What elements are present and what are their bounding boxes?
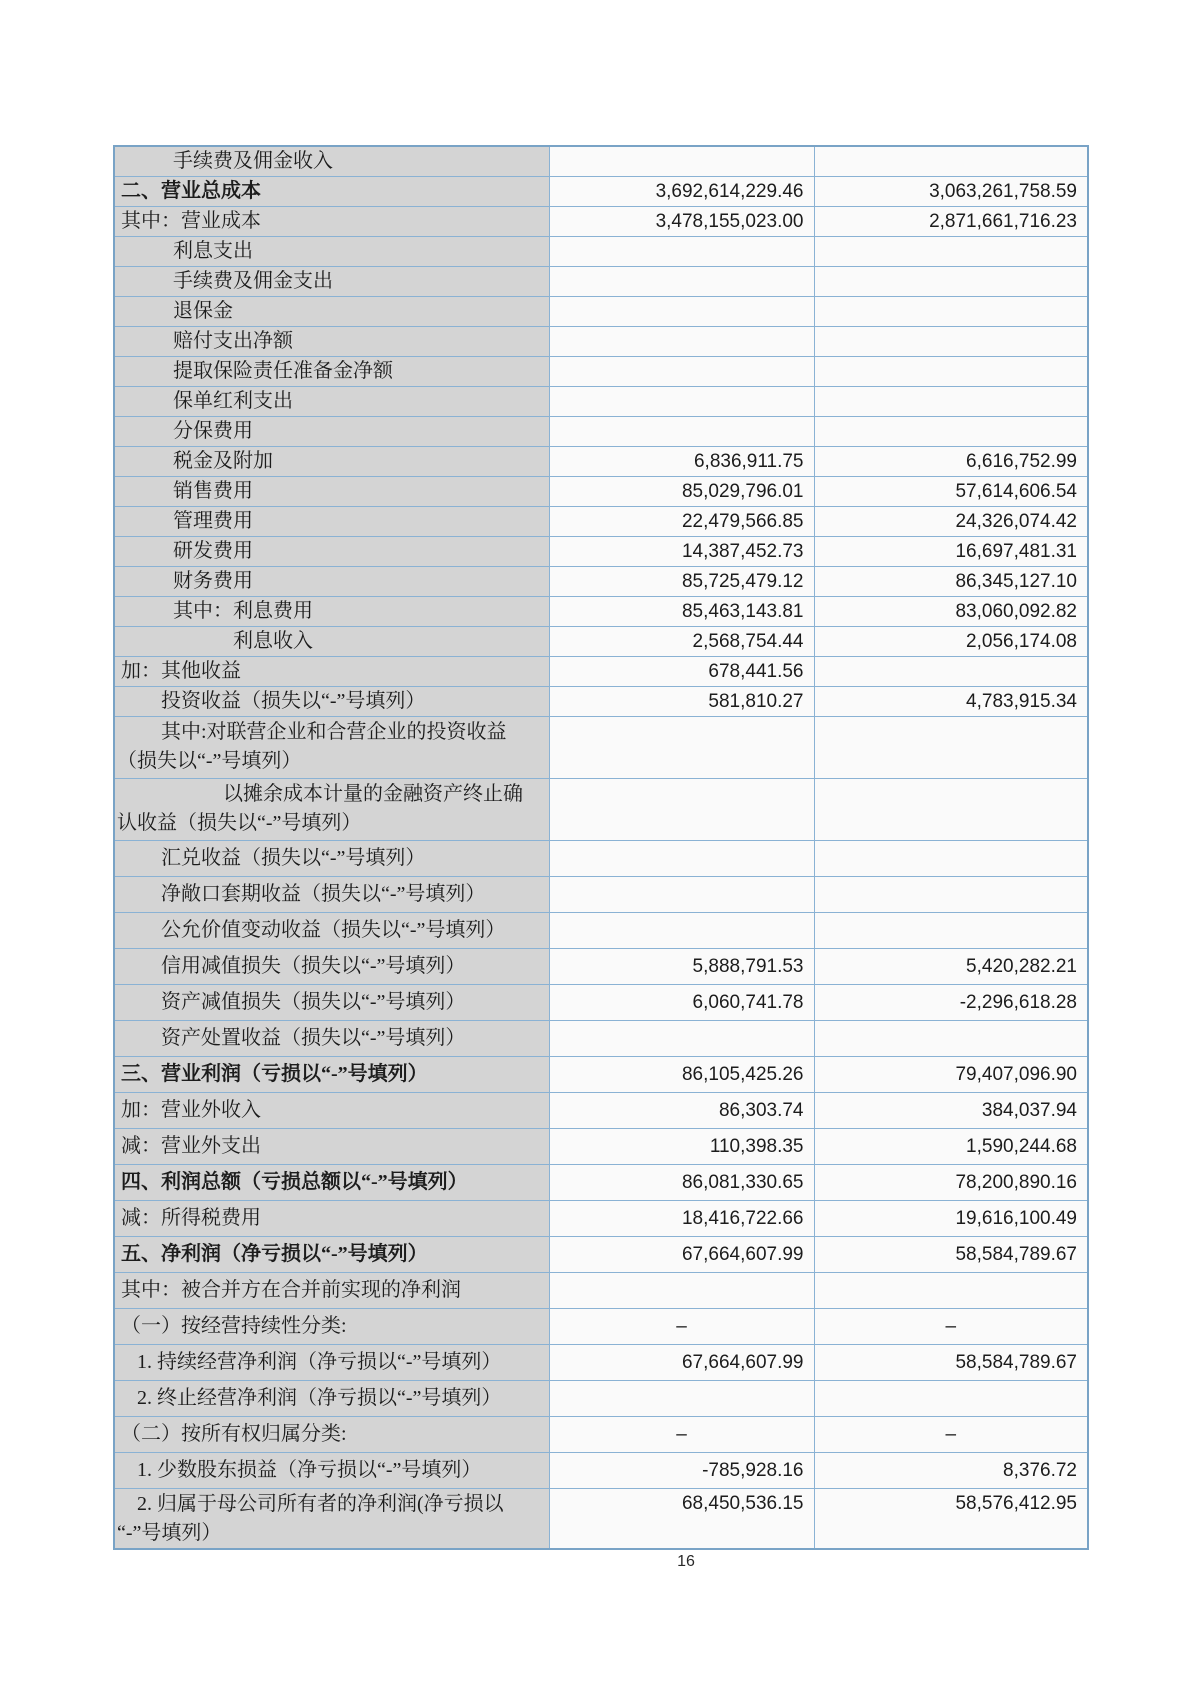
value-current: 14,387,452.73 xyxy=(549,537,814,567)
value-prior xyxy=(814,841,1088,877)
value-prior: – xyxy=(814,1417,1088,1453)
table-row xyxy=(114,267,1088,297)
value-current xyxy=(549,913,814,949)
value-prior xyxy=(814,357,1088,387)
value-prior: 16,697,481.31 xyxy=(814,537,1088,567)
row-label: 加：其他收益 xyxy=(114,657,549,687)
table-row xyxy=(114,1093,1088,1129)
row-label: 四、利润总额（亏损总额以“-”号填列） xyxy=(114,1165,549,1201)
row-label: 利息收入 xyxy=(114,627,549,657)
value-current xyxy=(549,417,814,447)
value-prior: -2,296,618.28 xyxy=(814,985,1088,1021)
table-row xyxy=(114,627,1088,657)
value-current xyxy=(549,779,814,841)
row-label: 五、净利润（净亏损以“-”号填列） xyxy=(114,1237,549,1273)
value-prior xyxy=(814,913,1088,949)
table-row xyxy=(114,1273,1088,1309)
table-row xyxy=(114,1381,1088,1417)
table-row xyxy=(114,507,1088,537)
table-row xyxy=(114,841,1088,877)
row-label: 信用减值损失（损失以“-”号填列） xyxy=(114,949,549,985)
value-current xyxy=(549,1381,814,1417)
table-row xyxy=(114,327,1088,357)
value-current xyxy=(549,841,814,877)
value-prior: 78,200,890.16 xyxy=(814,1165,1088,1201)
value-current: 86,081,330.65 xyxy=(549,1165,814,1201)
row-label: 保单红利支出 xyxy=(114,387,549,417)
row-label: 其中：利息费用 xyxy=(114,597,549,627)
value-current: – xyxy=(549,1309,814,1345)
table-row xyxy=(114,1237,1088,1273)
value-prior: 6,616,752.99 xyxy=(814,447,1088,477)
value-prior: 384,037.94 xyxy=(814,1093,1088,1129)
value-prior: 1,590,244.68 xyxy=(814,1129,1088,1165)
value-prior: 19,616,100.49 xyxy=(814,1201,1088,1237)
income-statement-table xyxy=(113,145,1089,1550)
value-current xyxy=(549,717,814,779)
value-prior xyxy=(814,417,1088,447)
table-row xyxy=(114,447,1088,477)
value-current: 110,398.35 xyxy=(549,1129,814,1165)
table-row xyxy=(114,985,1088,1021)
row-label: 加：营业外收入 xyxy=(114,1093,549,1129)
value-current xyxy=(549,1273,814,1309)
row-label: 二、营业总成本 xyxy=(114,177,549,207)
table-row xyxy=(114,1129,1088,1165)
value-current: 85,029,796.01 xyxy=(549,477,814,507)
row-label: （一）按经营持续性分类: xyxy=(114,1309,549,1345)
value-current xyxy=(549,237,814,267)
value-current: 85,725,479.12 xyxy=(549,567,814,597)
value-current: 6,836,911.75 xyxy=(549,447,814,477)
table-row xyxy=(114,717,1088,779)
table-row xyxy=(114,657,1088,687)
row-label: 以摊余成本计量的金融资产终止确 认收益（损失以“-”号填列） xyxy=(114,779,549,841)
row-label: 利息支出 xyxy=(114,237,549,267)
row-label: 汇兑收益（损失以“-”号填列） xyxy=(114,841,549,877)
value-prior: 8,376.72 xyxy=(814,1453,1088,1489)
row-label: 1. 持续经营净利润（净亏损以“-”号填列） xyxy=(114,1345,549,1381)
row-label: 分保费用 xyxy=(114,417,549,447)
row-label: 1. 少数股东损益（净亏损以“-”号填列） xyxy=(114,1453,549,1489)
table-row xyxy=(114,913,1088,949)
row-label: 研发费用 xyxy=(114,537,549,567)
row-label: 三、营业利润（亏损以“-”号填列） xyxy=(114,1057,549,1093)
table-row xyxy=(114,1489,1088,1550)
value-prior: 3,063,261,758.59 xyxy=(814,177,1088,207)
table-row xyxy=(114,877,1088,913)
value-prior: 2,056,174.08 xyxy=(814,627,1088,657)
row-label: 提取保险责任准备金净额 xyxy=(114,357,549,387)
row-label: 退保金 xyxy=(114,297,549,327)
value-prior: 83,060,092.82 xyxy=(814,597,1088,627)
row-label: 手续费及佣金支出 xyxy=(114,267,549,297)
row-label: 其中:对联营企业和合营企业的投资收益 （损失以“-”号填列） xyxy=(114,717,549,779)
value-current xyxy=(549,146,814,177)
table-row xyxy=(114,387,1088,417)
row-label: 管理费用 xyxy=(114,507,549,537)
row-label: 资产减值损失（损失以“-”号填列） xyxy=(114,985,549,1021)
value-current: 581,810.27 xyxy=(549,687,814,717)
value-current: 5,888,791.53 xyxy=(549,949,814,985)
value-current: 18,416,722.66 xyxy=(549,1201,814,1237)
value-prior: 79,407,096.90 xyxy=(814,1057,1088,1093)
row-label: 资产处置收益（损失以“-”号填列） xyxy=(114,1021,549,1057)
table-row xyxy=(114,1453,1088,1489)
value-current xyxy=(549,1021,814,1057)
row-label: 减：所得税费用 xyxy=(114,1201,549,1237)
row-label: 手续费及佣金收入 xyxy=(114,146,549,177)
value-prior xyxy=(814,297,1088,327)
row-label: 其中：营业成本 xyxy=(114,207,549,237)
row-label: 销售费用 xyxy=(114,477,549,507)
row-label: 减：营业外支出 xyxy=(114,1129,549,1165)
table-row xyxy=(114,146,1088,177)
value-prior: 58,584,789.67 xyxy=(814,1237,1088,1273)
table-row xyxy=(114,177,1088,207)
row-label: 投资收益（损失以“-”号填列） xyxy=(114,687,549,717)
value-current: 22,479,566.85 xyxy=(549,507,814,537)
table-row xyxy=(114,597,1088,627)
value-prior xyxy=(814,1381,1088,1417)
table-row xyxy=(114,1201,1088,1237)
value-prior: – xyxy=(814,1309,1088,1345)
table-row xyxy=(114,949,1088,985)
row-label: 税金及附加 xyxy=(114,447,549,477)
table-row xyxy=(114,297,1088,327)
table-row xyxy=(114,779,1088,841)
value-current: 85,463,143.81 xyxy=(549,597,814,627)
value-current: 86,105,425.26 xyxy=(549,1057,814,1093)
row-label: 2. 终止经营净利润（净亏损以“-”号填列） xyxy=(114,1381,549,1417)
value-current: 3,478,155,023.00 xyxy=(549,207,814,237)
value-current: 678,441.56 xyxy=(549,657,814,687)
value-prior: 86,345,127.10 xyxy=(814,567,1088,597)
table-row xyxy=(114,477,1088,507)
table-row xyxy=(114,1021,1088,1057)
value-prior xyxy=(814,146,1088,177)
table-row xyxy=(114,357,1088,387)
row-label: 净敞口套期收益（损失以“-”号填列） xyxy=(114,877,549,913)
row-label: 财务费用 xyxy=(114,567,549,597)
value-prior xyxy=(814,237,1088,267)
table-row xyxy=(114,417,1088,447)
value-current: – xyxy=(549,1417,814,1453)
table-row xyxy=(114,1345,1088,1381)
page-number: 16 xyxy=(677,1553,695,1570)
table-row xyxy=(114,687,1088,717)
value-current: 2,568,754.44 xyxy=(549,627,814,657)
value-current xyxy=(549,877,814,913)
value-current: 6,060,741.78 xyxy=(549,985,814,1021)
value-prior xyxy=(814,717,1088,779)
table-row xyxy=(114,1417,1088,1453)
row-label: 赔付支出净额 xyxy=(114,327,549,357)
value-prior: 24,326,074.42 xyxy=(814,507,1088,537)
value-prior: 58,584,789.67 xyxy=(814,1345,1088,1381)
value-current xyxy=(549,327,814,357)
table-row xyxy=(114,1057,1088,1093)
value-prior xyxy=(814,1021,1088,1057)
value-current: 3,692,614,229.46 xyxy=(549,177,814,207)
table-row xyxy=(114,1165,1088,1201)
value-prior xyxy=(814,779,1088,841)
table-row xyxy=(114,537,1088,567)
table-row xyxy=(114,207,1088,237)
value-prior: 4,783,915.34 xyxy=(814,687,1088,717)
value-prior: 2,871,661,716.23 xyxy=(814,207,1088,237)
value-current: 67,664,607.99 xyxy=(549,1345,814,1381)
row-label: 2. 归属于母公司所有者的净利润(净亏损以 “-”号填列） xyxy=(114,1489,549,1550)
value-current: 67,664,607.99 xyxy=(549,1237,814,1273)
value-prior: 5,420,282.21 xyxy=(814,949,1088,985)
value-prior xyxy=(814,657,1088,687)
value-prior xyxy=(814,1273,1088,1309)
value-current xyxy=(549,267,814,297)
value-current: 68,450,536.15 xyxy=(549,1489,814,1550)
value-prior: 58,576,412.95 xyxy=(814,1489,1088,1550)
value-current xyxy=(549,357,814,387)
value-prior xyxy=(814,387,1088,417)
value-prior: 57,614,606.54 xyxy=(814,477,1088,507)
value-prior xyxy=(814,327,1088,357)
value-current: 86,303.74 xyxy=(549,1093,814,1129)
value-prior xyxy=(814,267,1088,297)
table-row xyxy=(114,567,1088,597)
value-current xyxy=(549,387,814,417)
value-prior xyxy=(814,877,1088,913)
row-label: 其中：被合并方在合并前实现的净利润 xyxy=(114,1273,549,1309)
row-label: 公允价值变动收益（损失以“-”号填列） xyxy=(114,913,549,949)
row-label: （二）按所有权归属分类: xyxy=(114,1417,549,1453)
table-row xyxy=(114,237,1088,267)
value-current: -785,928.16 xyxy=(549,1453,814,1489)
table-row xyxy=(114,1309,1088,1345)
value-current xyxy=(549,297,814,327)
